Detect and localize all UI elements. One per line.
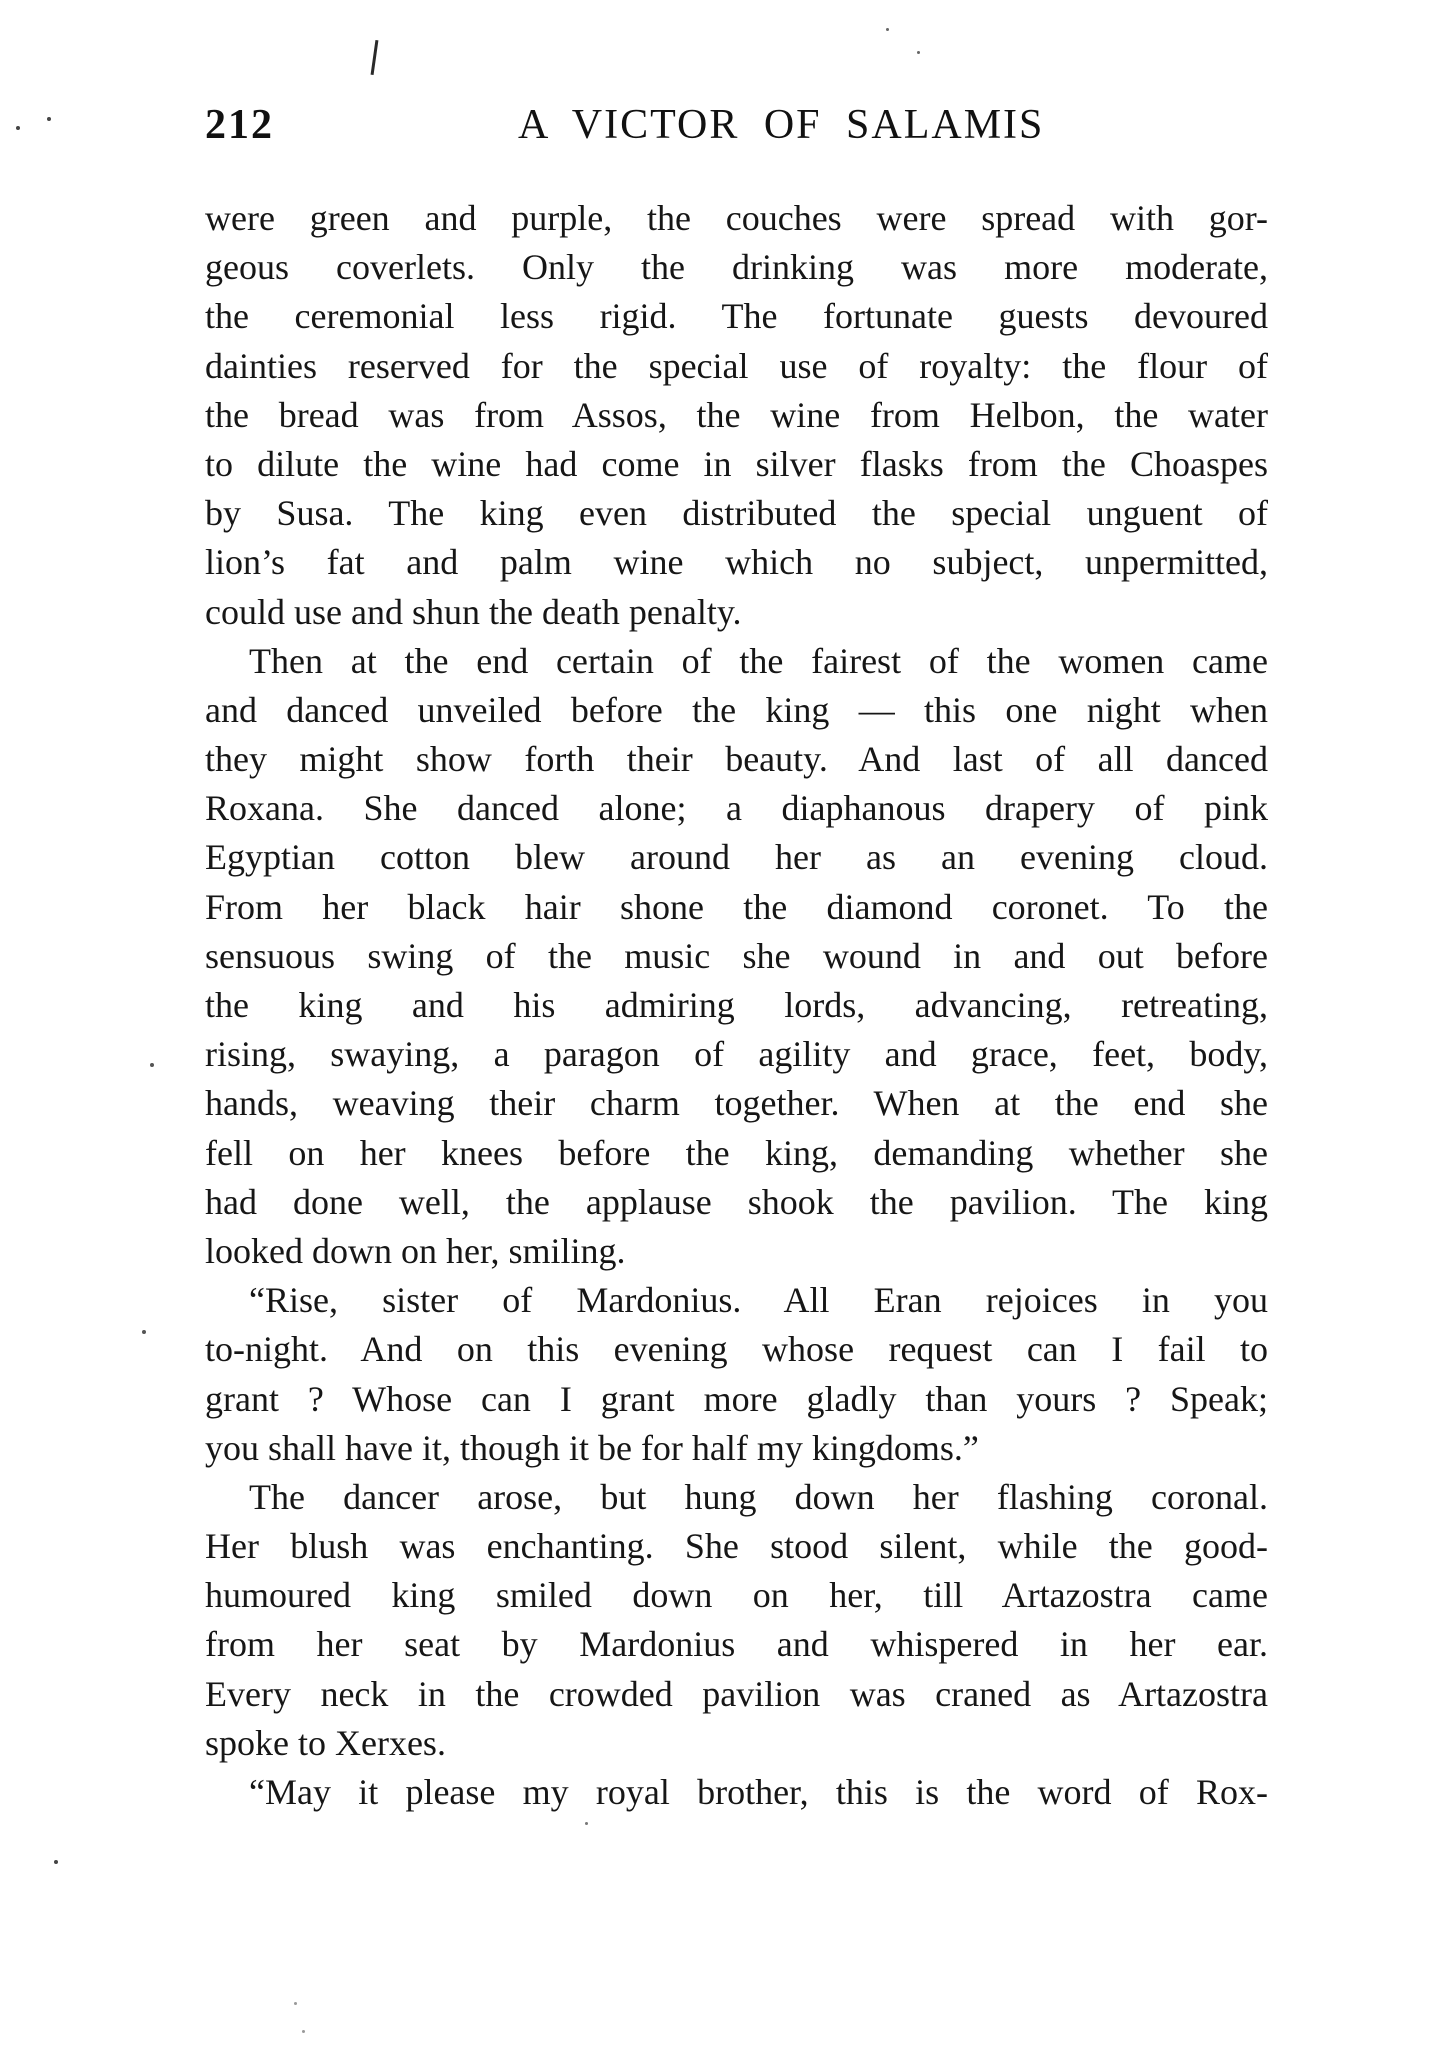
text-line: Roxana. She danced alone; a diaphanous drapery of pink xyxy=(205,788,1268,829)
running-title: A VICTOR OF SALAMIS xyxy=(518,102,1045,148)
text-line: Every neck in the crowded pavilion was craned as Artazostra xyxy=(205,1673,1268,1714)
ink-speck xyxy=(150,1063,154,1067)
page-number: 212 xyxy=(205,102,274,148)
ink-speck xyxy=(16,126,20,130)
ink-speck xyxy=(47,117,51,121)
text-line: to-night. And on this evening whose request can I fail to xyxy=(205,1329,1268,1370)
ink-speck xyxy=(294,2002,297,2005)
text-line: The dancer arose, but hung down her flashing coronal. xyxy=(249,1476,1268,1517)
text-line: lion’s fat and palm wine which no subject, unpermitted, xyxy=(205,542,1268,583)
text-line: dainties reserved for the special use of royalty: the flour of xyxy=(205,345,1268,386)
text-line: and danced unveiled before the king — this one night when xyxy=(205,689,1268,730)
text-line: by Susa. The king even distributed the special unguent of xyxy=(205,493,1268,534)
text-line: “May it please my royal brother, this is the word of Rox- xyxy=(249,1772,1268,1812)
text-line: hands, weaving their charm together. When at the end she xyxy=(205,1083,1268,1124)
text-line: could use and shun the death penalty. xyxy=(205,591,742,632)
ink-speck xyxy=(54,1860,58,1864)
text-line: the ceremonial less rigid. The fortunate guests devoured xyxy=(205,296,1268,337)
ink-speck xyxy=(302,2030,305,2033)
text-line: geous coverlets. Only the drinking was more moderate, xyxy=(205,247,1268,288)
text-line: Then at the end certain of the fairest of the women came xyxy=(249,640,1268,681)
ink-speck xyxy=(886,28,889,31)
text-line: looked down on her, smiling. xyxy=(205,1230,626,1271)
text-line: from her seat by Mardonius and whispered in her ear. xyxy=(205,1624,1268,1665)
text-line: fell on her knees before the king, demanding whether she xyxy=(205,1132,1268,1173)
ink-speck xyxy=(142,1330,146,1334)
text-line: rising, swaying, a paragon of agility and grace, feet, body, xyxy=(205,1034,1268,1075)
text-line: humoured king smiled down on her, till Artazostra came xyxy=(205,1575,1268,1616)
text-line: From her black hair shone the diamond coronet. To the xyxy=(205,886,1268,927)
text-line: they might show forth their beauty. And last of all danced xyxy=(205,739,1268,780)
ink-speck xyxy=(585,1822,588,1825)
body-text xyxy=(205,194,1268,1817)
text-line: grant ? Whose can I grant more gladly than yours ? Speak; xyxy=(205,1378,1268,1419)
text-line: were green and purple, the couches were spread with gor- xyxy=(205,198,1268,238)
ink-slash-mark xyxy=(371,40,379,75)
text-line: spoke to Xerxes. xyxy=(205,1722,446,1763)
ink-speck xyxy=(917,51,920,54)
text-line: “Rise, sister of Mardonius. All Eran rejoices in you xyxy=(249,1280,1268,1321)
text-line: the king and his admiring lords, advancing, retreating, xyxy=(205,985,1268,1025)
text-line: to dilute the wine had come in silver flasks from the Choaspes xyxy=(205,443,1268,484)
text-line: Her blush was enchanting. She stood silent, while the good- xyxy=(205,1526,1268,1567)
text-line: Egyptian cotton blew around her as an evening cloud. xyxy=(205,837,1268,878)
text-line: sensuous swing of the music she wound in and out before xyxy=(205,935,1268,976)
text-line: the bread was from Assos, the wine from Helbon, the water xyxy=(205,394,1268,435)
text-line: you shall have it, though it be for half my kingdoms.” xyxy=(205,1427,979,1468)
text-line: had done well, the applause shook the pavilion. The king xyxy=(205,1181,1268,1222)
